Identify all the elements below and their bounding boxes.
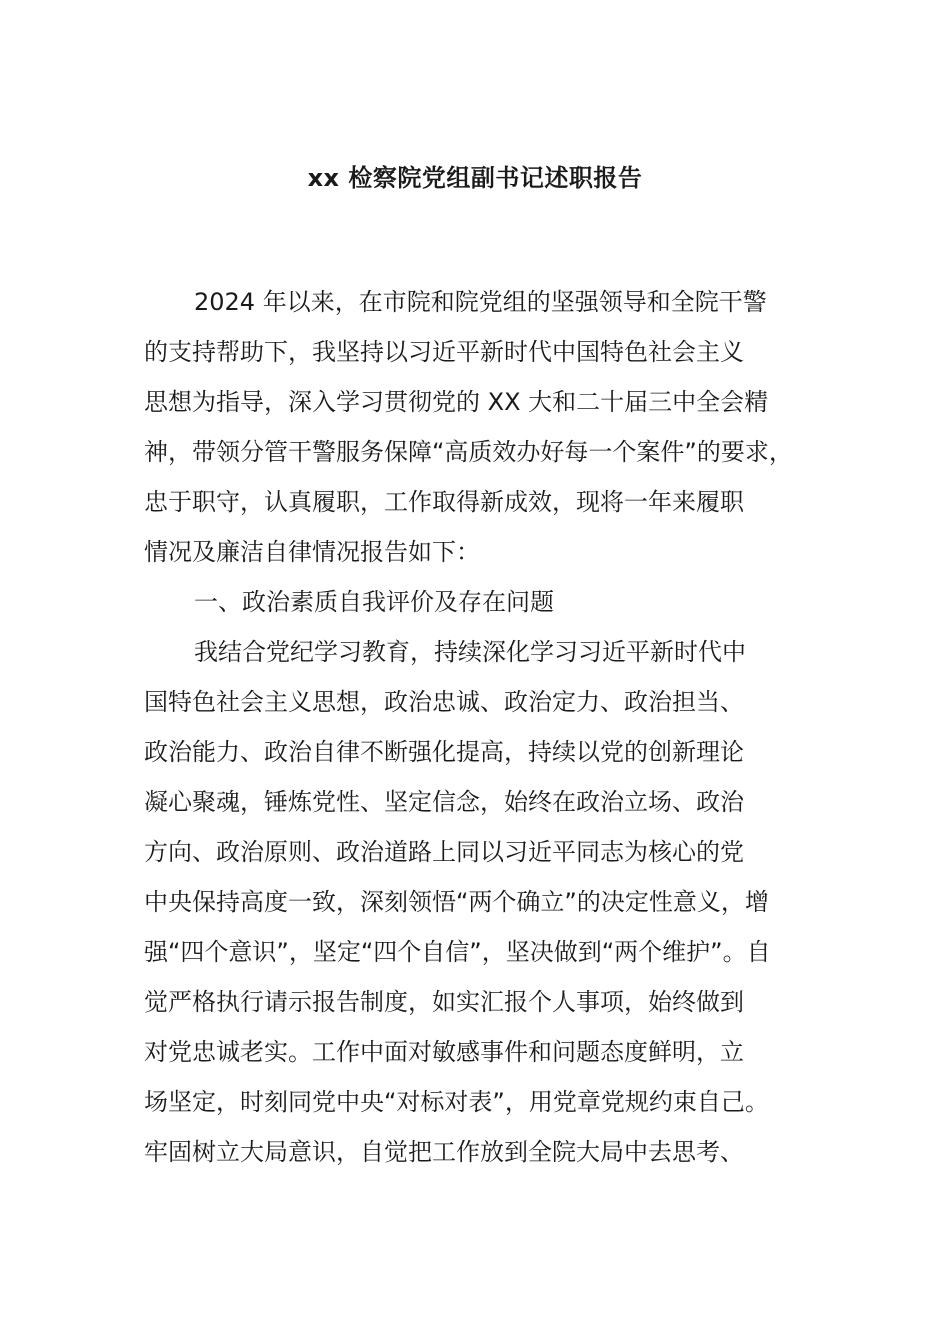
text-line: 政治能力、政治自律不断强化提高，持续以党的创新理论 xyxy=(144,738,744,766)
text-line: 神，带领分管干警服务保障“高质效办好每一个案件”的要求， xyxy=(144,438,793,466)
section-heading: 一、政治素质自我评价及存在问题 xyxy=(194,588,554,616)
text-line: 场坚定，时刻同党中央“对标对表”，用党章党规约束自己。 xyxy=(144,1088,769,1116)
text-line: 觉严格执行请示报告制度，如实汇报个人事项，始终做到 xyxy=(144,988,744,1016)
text-line: 凝心聚魂，锤炼党性、坚定信念，始终在政治立场、政治 xyxy=(144,788,744,816)
document-title: xx 检察院党组副书记述职报告 xyxy=(307,164,643,192)
text-line: 强“四个意识”，坚定“四个自信”，坚决做到“两个维护”。自 xyxy=(144,938,771,966)
text-line: 我结合党纪学习教育，持续深化学习习近平新时代中 xyxy=(194,638,746,666)
text-line: 的支持帮助下，我坚持以习近平新时代中国特色社会主义 xyxy=(144,338,744,366)
text-line: 思想为指导，深入学习贯彻党的 XX 大和二十届三中全会精 xyxy=(144,388,769,416)
text-line: 情况及廉洁自律情况报告如下： xyxy=(144,538,480,566)
text-line: 忠于职守，认真履职，工作取得新成效，现将一年来履职 xyxy=(144,488,744,516)
text-line: 2024 年以来，在市院和院党组的坚强领导和全院干警 xyxy=(194,288,767,316)
text-line: 牢固树立大局意识，自觉把工作放到全院大局中去思考、 xyxy=(144,1138,744,1166)
text-line: 对党忠诚老实。工作中面对敏感事件和问题态度鲜明，立 xyxy=(144,1038,744,1066)
text-line: 国特色社会主义思想，政治忠诚、政治定力、政治担当、 xyxy=(144,688,744,716)
text-line: 中央保持高度一致，深刻领悟“两个确立”的决定性意义，增 xyxy=(144,888,769,916)
text-line: 方向、政治原则、政治道路上同以习近平同志为核心的党 xyxy=(144,838,744,866)
